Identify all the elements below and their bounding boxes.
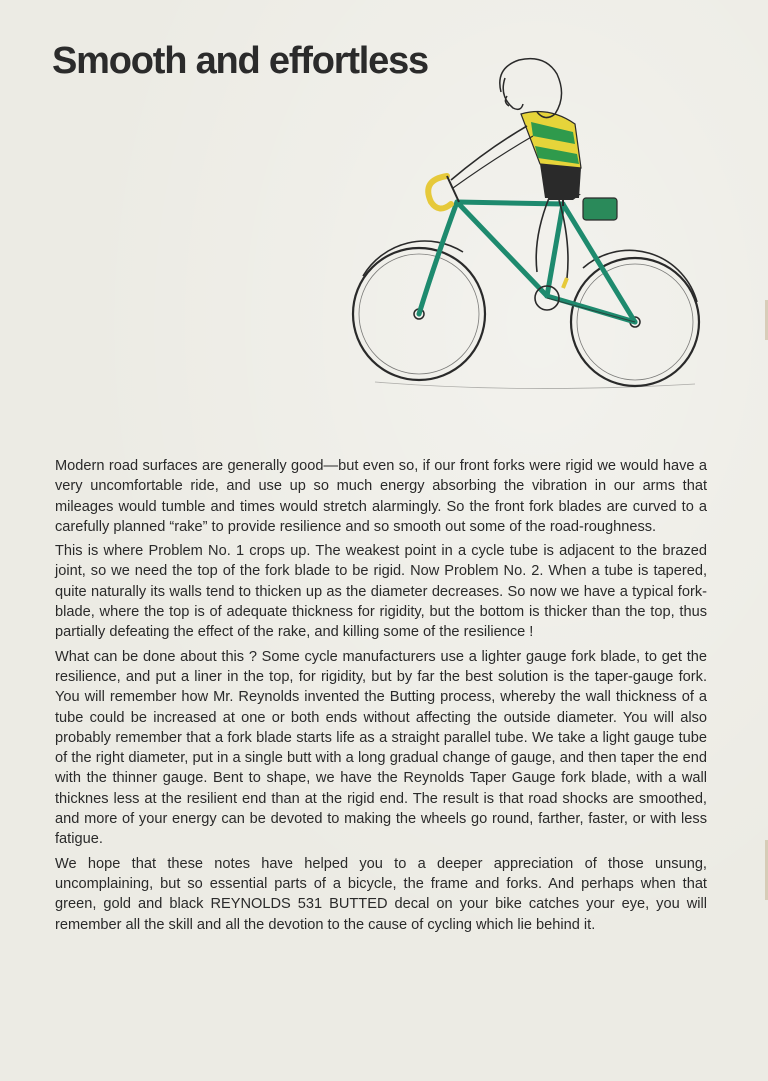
article-body [55,456,707,939]
rider-head-icon [500,59,562,118]
striped-jersey-icon [521,112,581,168]
paragraph: Modern road surfaces are generally good—but even so, if our front forks were rigid we would have a very uncomfortable ride, and use up so much energy absorbing the vibration in our arms that mileages would tumble and times would stretch alarmingly. So the front fork blades are curved to a carefully planned “rake” to provide resilience and so smooth out some of the road-roughness. [55,458,707,535]
page-title: Smooth and effortless [52,40,428,82]
handlebar-icon [428,176,451,209]
paragraph: This is where Problem No. 1 crops up. The weakest point in a cycle tube is adjacent to the brazed joint, so we need the top of the fork blade to be rigid. Now Problem No. 2. When a tube is tapered, quite naturally its walls tend to thicken up as the diameter decreases. So now we have a typical fork-blade, where the top is of adequate thickness for rigidity, but the bottom is thicker than the top, thus partially defeating the effect of the rake, and killing some of the resilience ! [55,543,707,641]
cyclist-illustration [335,52,725,392]
paragraph: We hope that these notes have helped you to a deeper appreciation of those unsung, uncomplaining, but so essential parts of a bicycle, the frame and forks. And perhaps when that green, gold and black REYNOLDS 531 BUTTED decal on your bike catches your eye, you will remember all the skill and all the devotion to the cause of cycling which lie behind it. [55,855,707,933]
woman-riding-road-bicycle-icon [335,52,725,392]
saddle-bag-icon [583,198,617,220]
paragraph: What can be done about this ? Some cycle manufacturers use a lighter gauge fork blade, to get the resilience, and put a liner in the top, for rigidity, but by far the best solution is the taper-gauge fork. You will remember how Mr. Reynolds invented the Butting process, whereby the wall thickness of a tube could be increased at one or both ends without affecting the outside diameter. You will also probably remember that a fork blade starts life as a straight parallel tube. We take a light gauge tube of the right diameter, put in a single butt with a long gradual change of gauge, and then taper the end with the thinner gauge. Bent to shape, we have the Reynolds Taper Gauge fork blade, with a wall thicknes less at the resilient end than at the rigid end. The result is that road shocks are smoothed, and more of your energy can be devoted to making the wheels go round, farther, faster, or with less fatigue. [55,648,707,848]
